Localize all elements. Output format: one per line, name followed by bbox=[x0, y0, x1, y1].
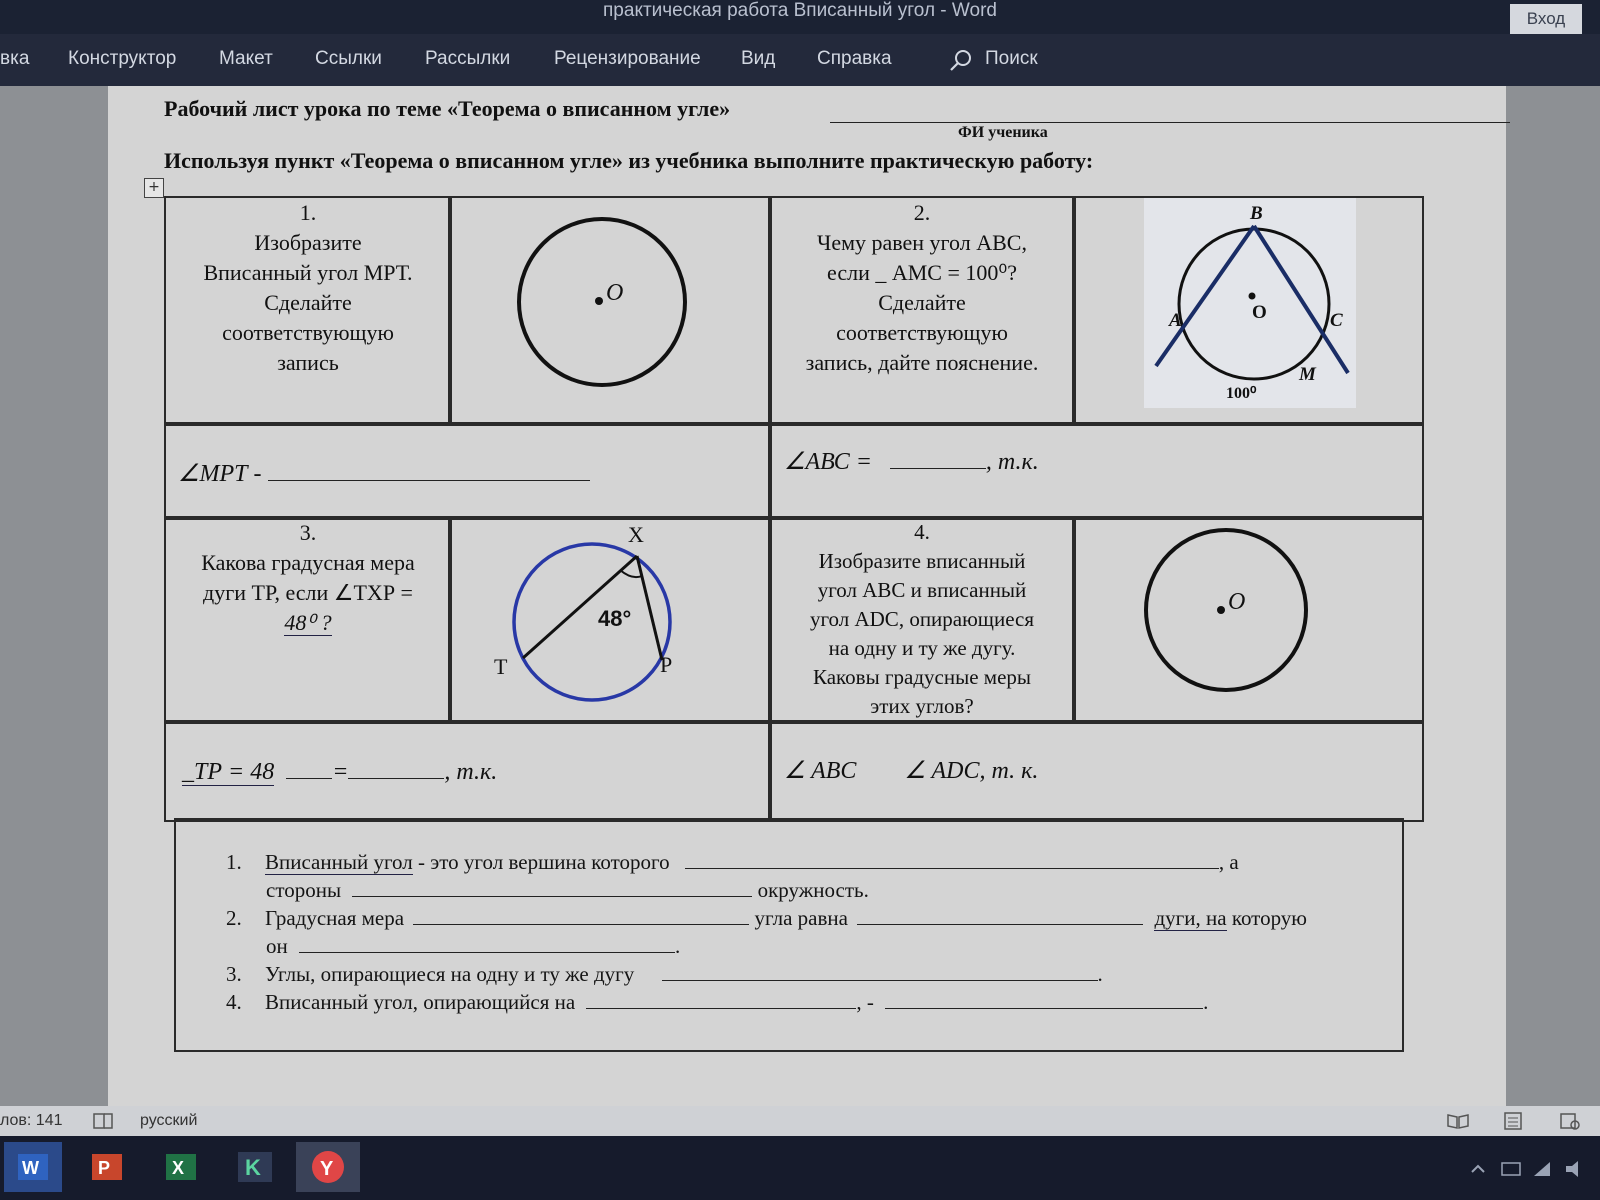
task3-answer-prefix: _ТР = 48 bbox=[182, 759, 275, 785]
question-3-blank[interactable] bbox=[662, 958, 1098, 981]
svg-text:X: X bbox=[172, 1158, 185, 1178]
question-3-text: Углы, опирающиеся на одну и ту же дугу bbox=[265, 962, 635, 986]
task2-label-c: C bbox=[1330, 310, 1343, 331]
task2-label-o: O bbox=[1252, 302, 1267, 323]
task4-line: Каковы градусные меры bbox=[812, 665, 1032, 689]
svg-text:Y: Y bbox=[320, 1158, 334, 1180]
print-layout-icon[interactable] bbox=[1502, 1112, 1526, 1130]
task4-line: на одну и ту же дугу. bbox=[828, 636, 1016, 660]
network-icon[interactable] bbox=[1502, 1163, 1520, 1175]
task2-number: 2. bbox=[913, 200, 931, 225]
signin-button[interactable]: Вход bbox=[1510, 4, 1582, 34]
tab-help[interactable]: Справка bbox=[817, 48, 892, 69]
question-2-blank-3[interactable] bbox=[299, 930, 675, 953]
question-1-cont-start: стороны bbox=[266, 878, 342, 902]
question-2-blank-1[interactable] bbox=[413, 902, 749, 925]
show-hidden-icons-icon[interactable] bbox=[1472, 1166, 1484, 1172]
task3-figure bbox=[450, 518, 770, 722]
task3-angle-label: 48° bbox=[598, 606, 632, 631]
theory-questions-cell[interactable] bbox=[174, 818, 1404, 1052]
question-4-text: Вписанный угол, опирающийся на bbox=[265, 990, 576, 1014]
taskbar bbox=[0, 1136, 1600, 1200]
tab-design[interactable]: Конструктор bbox=[68, 48, 177, 69]
question-3-tail: . bbox=[1097, 962, 1103, 986]
task1-answer-prefix: ∠МРТ - bbox=[178, 461, 262, 487]
task2-line: Чему равен угол АВС, bbox=[817, 230, 1027, 255]
task2-answer-cell[interactable] bbox=[768, 422, 1424, 520]
tab-insert[interactable]: вка bbox=[0, 48, 30, 69]
question-2-arc-text: дуги, на bbox=[1154, 906, 1227, 930]
powerpoint-app-icon[interactable] bbox=[78, 1142, 136, 1192]
question-4-number: 4. bbox=[226, 990, 242, 1014]
task2-label-m: M bbox=[1299, 364, 1316, 385]
task2-line: запись, дайте пояснение. bbox=[805, 350, 1039, 375]
task4-figure-cell[interactable] bbox=[1072, 516, 1424, 724]
system-tray bbox=[1468, 1158, 1588, 1180]
question-2-number: 2. bbox=[226, 906, 242, 930]
task2-text-cell[interactable] bbox=[768, 196, 1076, 426]
document-page[interactable] bbox=[108, 86, 1506, 1106]
table-move-handle[interactable]: + bbox=[144, 178, 164, 198]
question-4-dash: , - bbox=[856, 990, 874, 1014]
task2-label-b: B bbox=[1250, 203, 1263, 224]
volume-icon[interactable] bbox=[1566, 1161, 1578, 1177]
task2-answer-prefix: ∠АВС = bbox=[784, 449, 872, 475]
task4-line: угол ADC, опирающиеся bbox=[809, 607, 1035, 631]
task3-circle bbox=[514, 544, 673, 700]
question-1-tail: , а bbox=[1218, 850, 1239, 874]
task4-number: 4. bbox=[914, 520, 930, 544]
task1-number: 1. bbox=[299, 200, 317, 225]
task4-line: этих углов? bbox=[870, 694, 974, 718]
svg-text:W: W bbox=[22, 1158, 39, 1178]
task2-figure bbox=[1074, 198, 1422, 424]
tab-mailings[interactable]: Рассылки bbox=[425, 48, 511, 69]
read-mode-icon[interactable] bbox=[1446, 1112, 1470, 1130]
document-area bbox=[0, 86, 1600, 1106]
question-3-number: 3. bbox=[226, 962, 242, 986]
task3-line bbox=[166, 608, 450, 638]
question-2-text: Градусная мера bbox=[265, 906, 405, 930]
question-1-blank-2[interactable] bbox=[352, 874, 752, 897]
question-2-text-2: угла равна bbox=[754, 906, 848, 930]
tab-references[interactable]: Ссылки bbox=[315, 48, 382, 69]
task3-line: дуги ТР, если ∠ТХР = bbox=[203, 580, 413, 605]
task2-figure-cell[interactable] bbox=[1072, 196, 1424, 426]
task2-answer-suffix: , т.к. bbox=[985, 449, 1039, 475]
language-indicator[interactable]: русский bbox=[140, 1112, 198, 1129]
tab-layout[interactable]: Макет bbox=[219, 48, 273, 69]
task3-answer-blank-1[interactable] bbox=[286, 756, 332, 779]
question-4-blank-2[interactable] bbox=[885, 986, 1203, 1009]
title-bar bbox=[0, 0, 1600, 34]
task2-line: Сделайте bbox=[878, 290, 966, 315]
task3-angle-arc bbox=[620, 570, 642, 577]
task4-line: угол АВС и вписанный bbox=[817, 578, 1027, 602]
task4-circle bbox=[1146, 530, 1306, 690]
task2-center-point bbox=[1249, 293, 1256, 300]
svg-text:K: K bbox=[245, 1155, 261, 1180]
task1-text-cell[interactable] bbox=[164, 196, 452, 426]
task1-answer-blank[interactable] bbox=[268, 458, 590, 481]
task1-line: Вписанный угол МРТ. bbox=[203, 260, 413, 285]
task3-figure-cell[interactable] bbox=[448, 516, 772, 724]
question-2-blank-2[interactable] bbox=[857, 902, 1143, 925]
task2-label-a: A bbox=[1169, 310, 1182, 331]
question-4-tail: . bbox=[1203, 990, 1209, 1014]
task3-answer-cell[interactable] bbox=[164, 720, 772, 822]
task2-arc-label: 100⁰ bbox=[1226, 385, 1257, 402]
task3-angle-value: 48⁰ ? bbox=[284, 610, 332, 635]
task2-line: если _ АМС = 100⁰? bbox=[827, 260, 1017, 285]
question-2-cont-end: . bbox=[675, 934, 681, 958]
task1-line: соответствующую bbox=[222, 320, 394, 345]
question-1-term: Вписанный угол bbox=[265, 850, 413, 874]
task3-line: Какова градусная мера bbox=[201, 550, 415, 575]
task4-answer-cell[interactable] bbox=[768, 720, 1424, 822]
proofing-icon[interactable] bbox=[92, 1112, 116, 1130]
ribbon-tabs bbox=[0, 34, 1600, 86]
question-2-cont-start: он bbox=[266, 934, 288, 958]
tab-review[interactable]: Рецензирование bbox=[554, 48, 701, 69]
task3-answer-suffix: , т.к. bbox=[444, 759, 498, 785]
task1-line: Сделайте bbox=[264, 290, 352, 315]
question-1-number: 1. bbox=[226, 850, 242, 874]
tab-view[interactable]: Вид bbox=[741, 48, 776, 69]
task1-line: Изобразите bbox=[254, 230, 362, 255]
web-layout-icon[interactable] bbox=[1558, 1112, 1582, 1130]
task4-center-label: O bbox=[1228, 589, 1246, 615]
window-title: практическая работа Вписанный угол - Word bbox=[603, 0, 997, 21]
question-1-cont-end: окружность. bbox=[757, 878, 869, 902]
task4-answer-abc: ∠ ABC bbox=[784, 758, 857, 784]
task1-figure-cell[interactable] bbox=[448, 196, 772, 426]
task3-text-cell[interactable] bbox=[164, 516, 452, 724]
excel-app-icon[interactable] bbox=[152, 1142, 210, 1192]
task3-label-p: P bbox=[660, 652, 673, 677]
task2-answer-blank[interactable] bbox=[890, 446, 986, 469]
name-underline bbox=[830, 122, 1510, 123]
task4-center-point bbox=[1217, 606, 1225, 614]
task3-label-x: X bbox=[628, 522, 644, 547]
svg-text:P: P bbox=[98, 1158, 111, 1178]
word-count[interactable]: лов: 141 bbox=[0, 1112, 63, 1129]
task3-answer-eq: = bbox=[332, 759, 349, 785]
word-app-icon[interactable] bbox=[4, 1142, 62, 1192]
task1-circle-figure bbox=[450, 198, 770, 424]
question-4-blank-1[interactable] bbox=[586, 986, 856, 1009]
student-name-label: ФИ ученика bbox=[958, 124, 1048, 141]
wifi-icon[interactable] bbox=[1534, 1162, 1550, 1176]
worksheet-heading: Рабочий лист урока по теме «Теорема о вписанном угле» bbox=[164, 96, 731, 121]
instruction-text: Используя пункт «Теорема о вписанном угле» из учебника выполните практическую работу: bbox=[164, 148, 1094, 173]
task3-answer-blank-2[interactable] bbox=[348, 756, 444, 779]
question-1-blank-1[interactable] bbox=[685, 846, 1219, 869]
question-2-tail: которую bbox=[1226, 906, 1307, 930]
task4-line: Изобразите вписанный bbox=[818, 549, 1026, 573]
task4-text-cell[interactable] bbox=[768, 516, 1076, 724]
search-icon[interactable] bbox=[948, 48, 974, 74]
task1-center-label: O bbox=[606, 280, 624, 306]
tell-me-search[interactable]: Поиск bbox=[985, 48, 1038, 69]
task3-number: 3. bbox=[299, 520, 317, 545]
status-bar bbox=[0, 1106, 1600, 1136]
task1-answer-cell[interactable] bbox=[164, 422, 772, 520]
task1-line: запись bbox=[277, 350, 339, 375]
yandex-browser-icon[interactable] bbox=[296, 1142, 360, 1192]
question-1-text: - это угол вершина которого bbox=[412, 850, 670, 874]
kaspersky-app-icon[interactable] bbox=[226, 1142, 284, 1192]
task3-label-t: T bbox=[494, 654, 508, 679]
task4-answer-adc: ∠ ADC, т. к. bbox=[904, 758, 1039, 784]
task2-line: соответствующую bbox=[836, 320, 1008, 345]
task4-circle-figure bbox=[1074, 518, 1422, 722]
task1-center-point bbox=[595, 297, 603, 305]
